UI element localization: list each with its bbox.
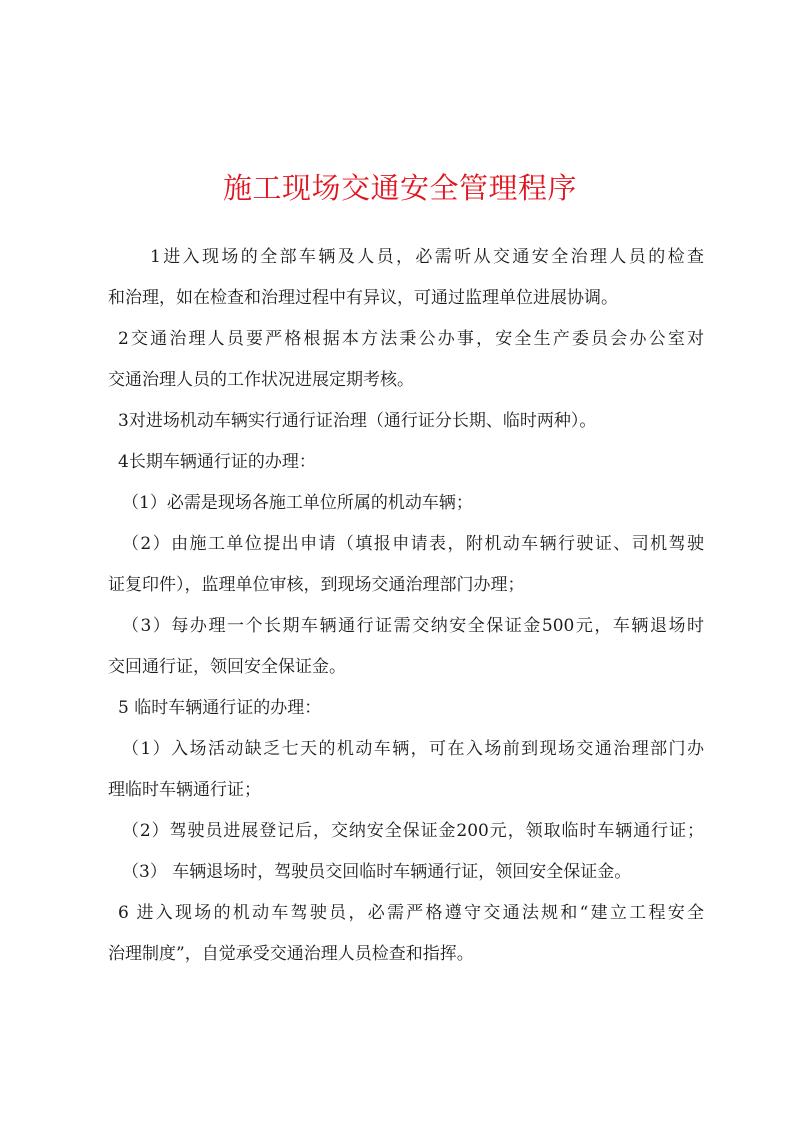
- paragraph-line: 交回通行证，领回安全保证金。: [108, 657, 346, 677]
- document-title: 施工现场交通安全管理程序: [222, 171, 577, 205]
- paragraph-line: （1）入场活动缺乏七天的机动车辆，可在入场前到现场交通治理部门办: [122, 739, 704, 759]
- paragraph-line: （2）由施工单位提出申请（填报申请表，附机动车辆行驶证、司机驾驶: [122, 534, 704, 554]
- paragraph-line: （1）必需是现场各施工单位所属的机动车辆；: [122, 493, 473, 513]
- paragraph-line: 和治理，如在检查和治理过程中有异议，可通过监理单位进展协调。: [108, 288, 618, 308]
- paragraph-line: 3对进场机动车辆实行通行证治理（通行证分长期、临时两种）。: [118, 411, 597, 431]
- paragraph-line: （3）每办理一个长期车辆通行证需交纳安全保证金500元，车辆退场时: [122, 616, 704, 636]
- paragraph-line: （3） 车辆退场时，驾驶员交回临时车辆通行证，领回安全保证金。: [122, 862, 632, 882]
- paragraph-line: 理临时车辆通行证；: [108, 780, 261, 800]
- paragraph-line: 1进入现场的全部车辆及人员，必需听从交通安全治理人员的检查: [150, 247, 704, 267]
- paragraph-line: （2）驾驶员进展登记后，交纳安全保证金200元，领取临时车辆通行证；: [122, 821, 704, 841]
- paragraph-line: 2交通治理人员要严格根据本方法秉公办事，安全生产委员会办公室对: [118, 329, 704, 349]
- paragraph-line: 5 临时车辆通行证的办理：: [118, 698, 322, 718]
- paragraph-line: 6 进入现场的机动车驾驶员，必需严格遵守交通法规和“建立工程安全: [118, 903, 704, 923]
- paragraph-line: 证复印件），监理单位审核，到现场交通治理部门办理；: [108, 575, 525, 595]
- paragraph-line: 4长期车辆通行证的办理：: [118, 452, 316, 472]
- paragraph-line: 交通治理人员的工作状况进展定期考核。: [108, 370, 414, 390]
- document-body: [108, 237, 704, 975]
- paragraph-line: 治理制度”，自觉承受交通治理人员检查和指挥。: [108, 944, 474, 964]
